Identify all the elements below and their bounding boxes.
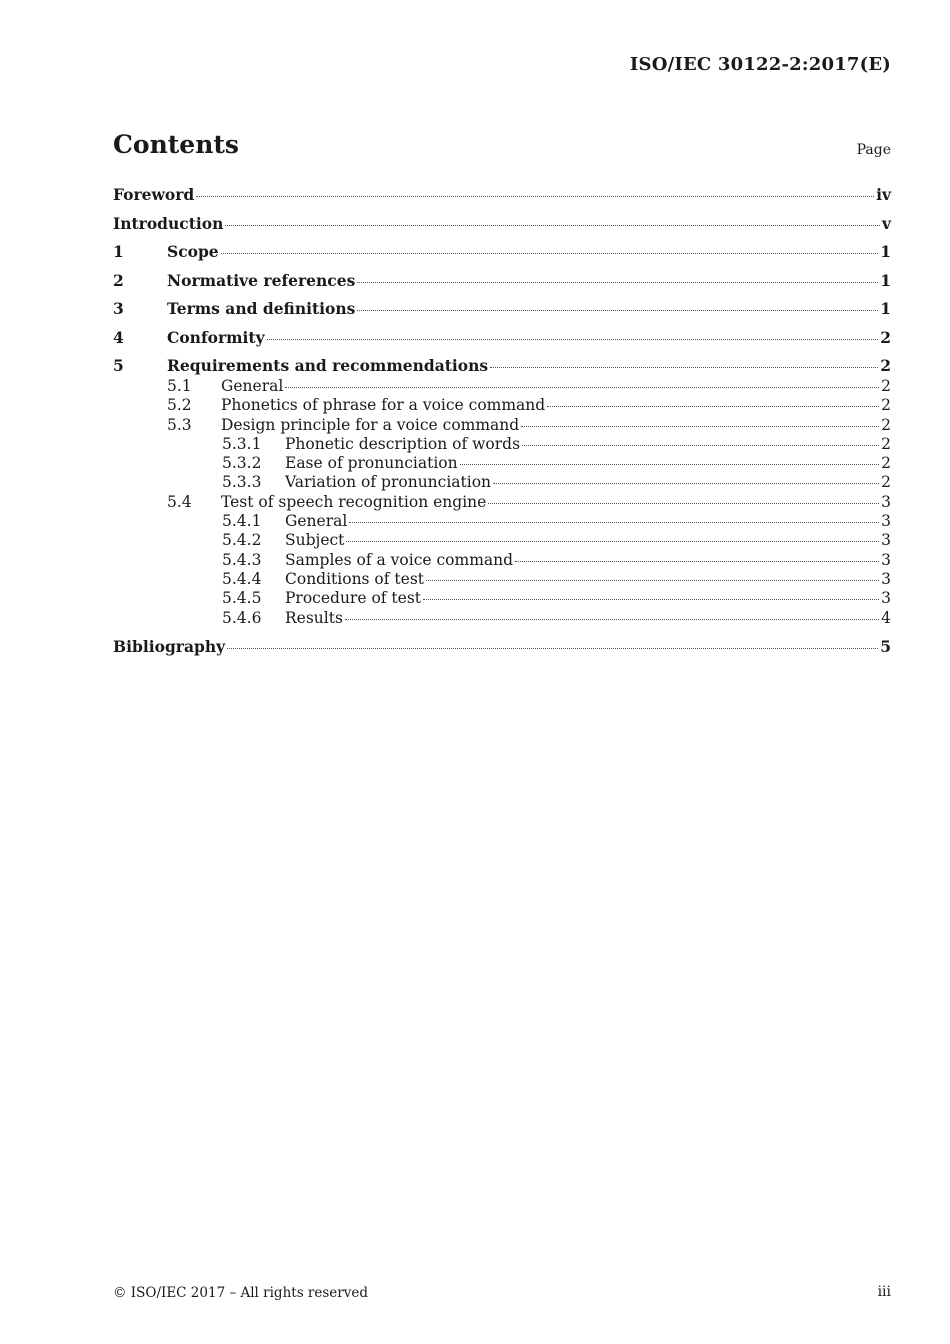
dot-leader <box>490 367 878 368</box>
toc-entry-page[interactable]: 3 <box>881 492 891 511</box>
toc-entry-title[interactable]: Conformity <box>167 327 265 347</box>
toc-entry-title[interactable]: Phonetic description of words <box>285 434 521 453</box>
toc-entry-page[interactable]: 3 <box>881 512 891 531</box>
toc-entry-title[interactable]: Test of speech recognition engine <box>221 492 487 511</box>
toc-entry-5-3-1[interactable] <box>113 435 891 454</box>
toc-entry-page[interactable]: 2 <box>881 473 891 492</box>
dot-leader <box>423 599 879 600</box>
dot-leader <box>345 619 879 620</box>
toc-entry-introduction[interactable] <box>113 214 891 243</box>
dot-leader <box>227 648 878 649</box>
copyright-notice: © ISO/IEC 2017 – All rights reserved <box>113 1285 368 1301</box>
toc-entry-title[interactable]: General <box>285 512 348 531</box>
dot-leader <box>460 464 880 465</box>
toc-entry-page[interactable]: 2 <box>881 434 891 453</box>
toc-entry-number: 4 <box>113 327 124 347</box>
toc-entry-number: 5 <box>113 356 124 375</box>
toc-entry-title[interactable]: Variation of pronunciation <box>285 473 492 492</box>
toc-entry-page[interactable]: 4 <box>881 608 891 627</box>
toc-entry-page[interactable]: 1 <box>880 299 891 318</box>
toc-entry-page[interactable]: 1 <box>880 242 891 261</box>
toc-entry-5-4-6[interactable] <box>113 609 891 628</box>
dot-leader <box>285 387 879 388</box>
toc-entry-page[interactable]: 2 <box>881 396 891 415</box>
toc-entry-number: 5.2 <box>167 396 192 415</box>
toc-entry-page[interactable]: v <box>881 213 891 233</box>
toc-entry-requirements[interactable] <box>113 356 891 377</box>
toc-entry-title[interactable]: Scope <box>167 242 219 261</box>
toc-entry-number: 5.1 <box>167 377 192 395</box>
toc-entry-title[interactable]: Samples of a voice command <box>285 550 514 569</box>
toc-entry-title[interactable]: Design principle for a voice command <box>221 415 520 434</box>
toc-entry-5-4-3[interactable] <box>113 551 891 570</box>
toc-entry-page[interactable]: 2 <box>881 415 891 434</box>
toc-entry-5-3-2[interactable] <box>113 454 891 473</box>
toc-entry-number: 3 <box>113 299 124 318</box>
toc-entry-number: 2 <box>113 270 124 290</box>
dot-leader <box>426 580 879 581</box>
toc-entry-page[interactable]: 2 <box>880 356 891 375</box>
dot-leader <box>515 561 879 562</box>
toc-entry-page[interactable]: 3 <box>881 550 891 569</box>
toc-entry-5-4-1[interactable] <box>113 512 891 531</box>
document-id: ISO/IEC 30122-2:2017(E) <box>629 54 891 75</box>
table-of-contents <box>113 185 891 665</box>
toc-entry-title[interactable]: Foreword <box>113 185 195 204</box>
toc-entry-5-3-3[interactable] <box>113 473 891 492</box>
toc-entry-5-3[interactable] <box>113 416 891 435</box>
dot-leader <box>196 196 874 197</box>
toc-entry-page[interactable]: 2 <box>880 327 891 347</box>
toc-entry-normative-references[interactable] <box>113 271 891 300</box>
dot-leader <box>225 225 880 226</box>
toc-entry-page[interactable]: 3 <box>881 569 891 588</box>
toc-entry-5-4-4[interactable] <box>113 570 891 589</box>
contents-heading: Contents <box>113 130 240 159</box>
toc-entry-title[interactable]: Results <box>285 608 343 627</box>
toc-entry-title[interactable]: Subject <box>285 531 345 550</box>
toc-entry-number: 5.4.2 <box>222 531 262 550</box>
toc-entry-title[interactable]: Conditions of test <box>285 569 425 588</box>
toc-entry-terms-and-definitions[interactable] <box>113 299 891 328</box>
toc-entry-5-4[interactable] <box>113 493 891 512</box>
dot-leader <box>267 339 879 340</box>
toc-entry-page[interactable]: 2 <box>881 377 891 395</box>
dot-leader <box>493 483 879 484</box>
toc-entry-page[interactable]: 1 <box>880 270 891 290</box>
toc-entry-title[interactable]: Bibliography <box>113 636 226 656</box>
toc-entry-conformity[interactable] <box>113 328 891 357</box>
toc-entry-number: 5.3.2 <box>222 454 262 473</box>
toc-entry-title[interactable]: Terms and definitions <box>167 299 356 318</box>
toc-entry-number: 5.4.5 <box>222 589 262 608</box>
toc-entry-page[interactable]: 3 <box>881 589 891 608</box>
toc-entry-5-4-5[interactable] <box>113 589 891 608</box>
dot-leader <box>221 253 879 254</box>
toc-entry-number: 5.4.1 <box>222 512 262 531</box>
toc-entry-page[interactable]: iv <box>876 185 891 204</box>
toc-entry-title[interactable]: Introduction <box>113 213 224 233</box>
toc-entry-number: 5.3.3 <box>222 473 262 492</box>
toc-entry-5-4-2[interactable] <box>113 531 891 550</box>
dot-leader <box>547 406 879 407</box>
dot-leader <box>522 445 879 446</box>
dot-leader <box>488 503 879 504</box>
toc-entry-page[interactable]: 2 <box>881 454 891 473</box>
toc-entry-number: 5.4.6 <box>222 608 262 627</box>
toc-entry-5-2[interactable] <box>113 396 891 415</box>
toc-entry-page[interactable]: 3 <box>881 531 891 550</box>
dot-leader <box>357 310 878 311</box>
toc-entry-number: 5.3 <box>167 415 192 434</box>
toc-entry-scope[interactable] <box>113 242 891 271</box>
toc-entry-number: 1 <box>113 242 124 261</box>
toc-entry-title[interactable]: Normative references <box>167 270 356 290</box>
toc-entry-number: 5.4.4 <box>222 569 262 588</box>
toc-entry-number: 5.3.1 <box>222 434 262 453</box>
toc-entry-title[interactable]: Procedure of test <box>285 589 422 608</box>
dot-leader <box>346 541 879 542</box>
toc-entry-number: 5.4.3 <box>222 550 262 569</box>
dot-leader <box>357 282 878 283</box>
toc-entry-page[interactable]: 5 <box>880 636 891 656</box>
page-number: iii <box>877 1284 891 1300</box>
toc-entry-5-1[interactable] <box>113 377 891 396</box>
page-column-label: Page <box>856 142 891 158</box>
toc-entry-title[interactable]: Ease of pronunciation <box>285 454 458 473</box>
toc-entry-title[interactable]: Requirements and recommendations <box>167 356 489 375</box>
toc-entry-title[interactable]: General <box>221 377 284 395</box>
toc-entry-foreword[interactable] <box>113 185 891 214</box>
dot-leader <box>521 426 879 427</box>
toc-entry-number: 5.4 <box>167 492 192 511</box>
toc-entry-title[interactable]: Phonetics of phrase for a voice command <box>221 396 546 415</box>
dot-leader <box>349 522 879 523</box>
toc-entry-bibliography[interactable] <box>113 637 891 666</box>
